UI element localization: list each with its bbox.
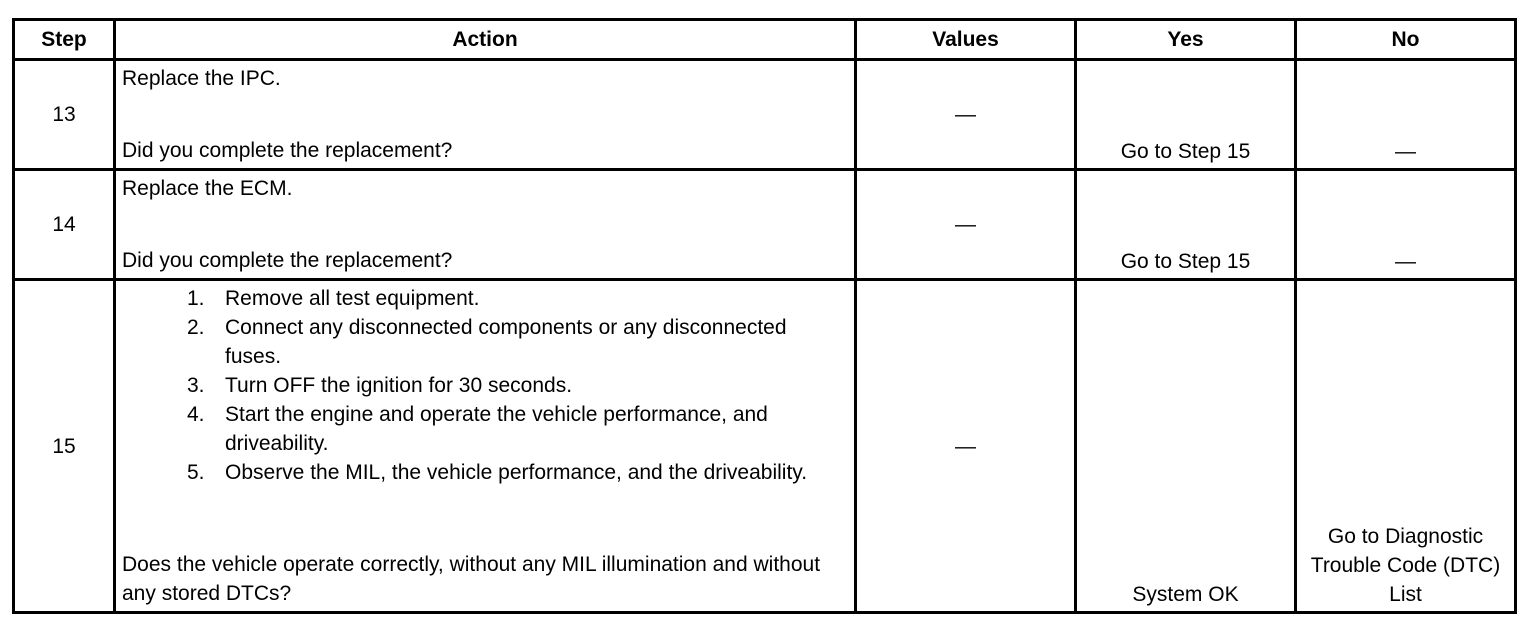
diagnostic-table (12, 18, 1517, 614)
list-item-text: Start the engine and operate the vehicle performance, and driveability. (225, 403, 768, 455)
list-item-text: Observe the MIL, the vehicle performance, and the driveability. (225, 461, 808, 484)
step-number: 15 (14, 280, 115, 613)
action-instruction: Replace the IPC. (122, 67, 281, 90)
table-row (14, 280, 1516, 613)
table-row (14, 170, 1516, 280)
list-item-number: 4. (187, 403, 205, 426)
no-cell: — (1296, 170, 1516, 280)
values-cell (856, 60, 1076, 170)
action-cell (115, 170, 856, 280)
header-action: Action (115, 20, 856, 60)
yes-cell: Go to Step 15 (1076, 170, 1296, 280)
table-row (14, 60, 1516, 170)
list-item-number: 1. (187, 287, 205, 310)
action-question: Did you complete the replacement? (122, 139, 453, 162)
header-values: Values (856, 20, 1076, 60)
step-number: 14 (14, 170, 115, 280)
list-item-text: Turn OFF the ignition for 30 seconds. (225, 374, 573, 397)
list-item (122, 313, 848, 371)
no-cell: — (1296, 60, 1516, 170)
action-steps-list (122, 284, 848, 487)
list-item (122, 284, 848, 313)
header-step: Step (14, 20, 115, 60)
list-item (122, 371, 848, 400)
values-dash: — (955, 434, 976, 458)
header-no: No (1296, 20, 1516, 60)
action-cell (115, 280, 856, 613)
values-dash: — (955, 213, 976, 236)
list-item-number: 2. (187, 316, 205, 339)
action-instruction: Replace the ECM. (122, 177, 293, 200)
list-item-number: 3. (187, 374, 205, 397)
action-cell (115, 60, 856, 170)
list-item (122, 458, 848, 487)
list-item-number: 5. (187, 461, 205, 484)
list-item-text: Remove all test equipment. (225, 287, 480, 310)
action-question: Did you complete the replacement? (122, 249, 453, 272)
yes-cell: Go to Step 15 (1076, 60, 1296, 170)
step-number: 13 (14, 60, 115, 170)
list-item (122, 400, 848, 458)
header-row (14, 20, 1516, 60)
values-cell (856, 280, 1076, 613)
no-cell: Go to Diagnostic Trouble Code (DTC) List (1296, 280, 1516, 613)
values-cell (856, 170, 1076, 280)
yes-cell: System OK (1076, 280, 1296, 613)
list-item-text: Connect any disconnected components or any disconnected fuses. (225, 316, 787, 368)
action-question: Does the vehicle operate correctly, without any MIL illumination and without any stored DTCs? (122, 553, 821, 605)
values-dash: — (955, 103, 976, 126)
header-yes: Yes (1076, 20, 1296, 60)
